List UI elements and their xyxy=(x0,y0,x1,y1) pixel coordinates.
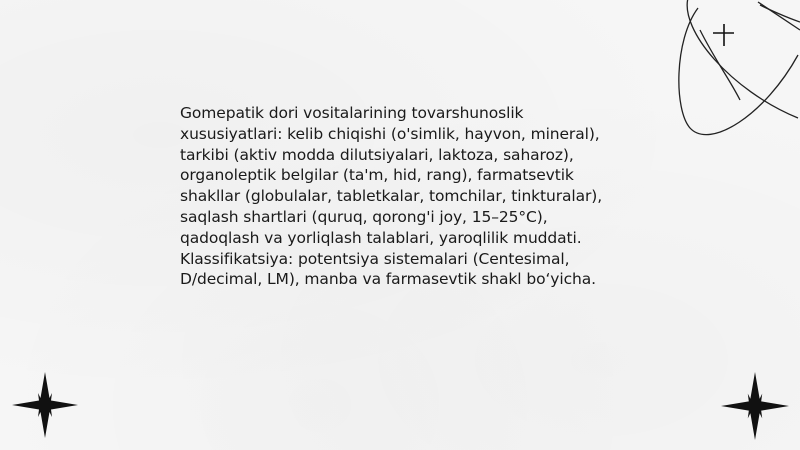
text-line: qadoqlash va yorliqlash talablari, yaroqlilik muddati. xyxy=(180,228,582,247)
text-line: xususiyatlari: kelib chiqishi (o'simlik, hayvon, mineral), xyxy=(180,124,600,143)
text-line: organoleptik belgilar (ta'm, hid, rang), farmatsevtik xyxy=(180,166,574,185)
text-line: Gomepatik dori vositalarining tovarshunoslik xyxy=(180,104,524,122)
text-line: tarkibi (aktiv modda dilutsiyalari, laktoza, saharoz), xyxy=(180,145,574,164)
orbit-lines-icon xyxy=(670,0,800,145)
four-point-star-icon xyxy=(12,372,78,438)
text-line: shakllar (globulalar, tabletkalar, tomchilar, tinkturalar), xyxy=(180,187,603,206)
slide-body-text xyxy=(180,103,640,290)
four-point-star-icon xyxy=(721,372,789,440)
text-line: Klassifikatsiya: potentsiya sistemalari (Centesimal, xyxy=(180,249,570,268)
text-line: D/decimal, LM), manba va farmasevtik shakl bo‘yicha. xyxy=(180,270,596,289)
text-line: saqlash shartlari (quruq, qorong'i joy, 15–25°C), xyxy=(180,207,548,226)
